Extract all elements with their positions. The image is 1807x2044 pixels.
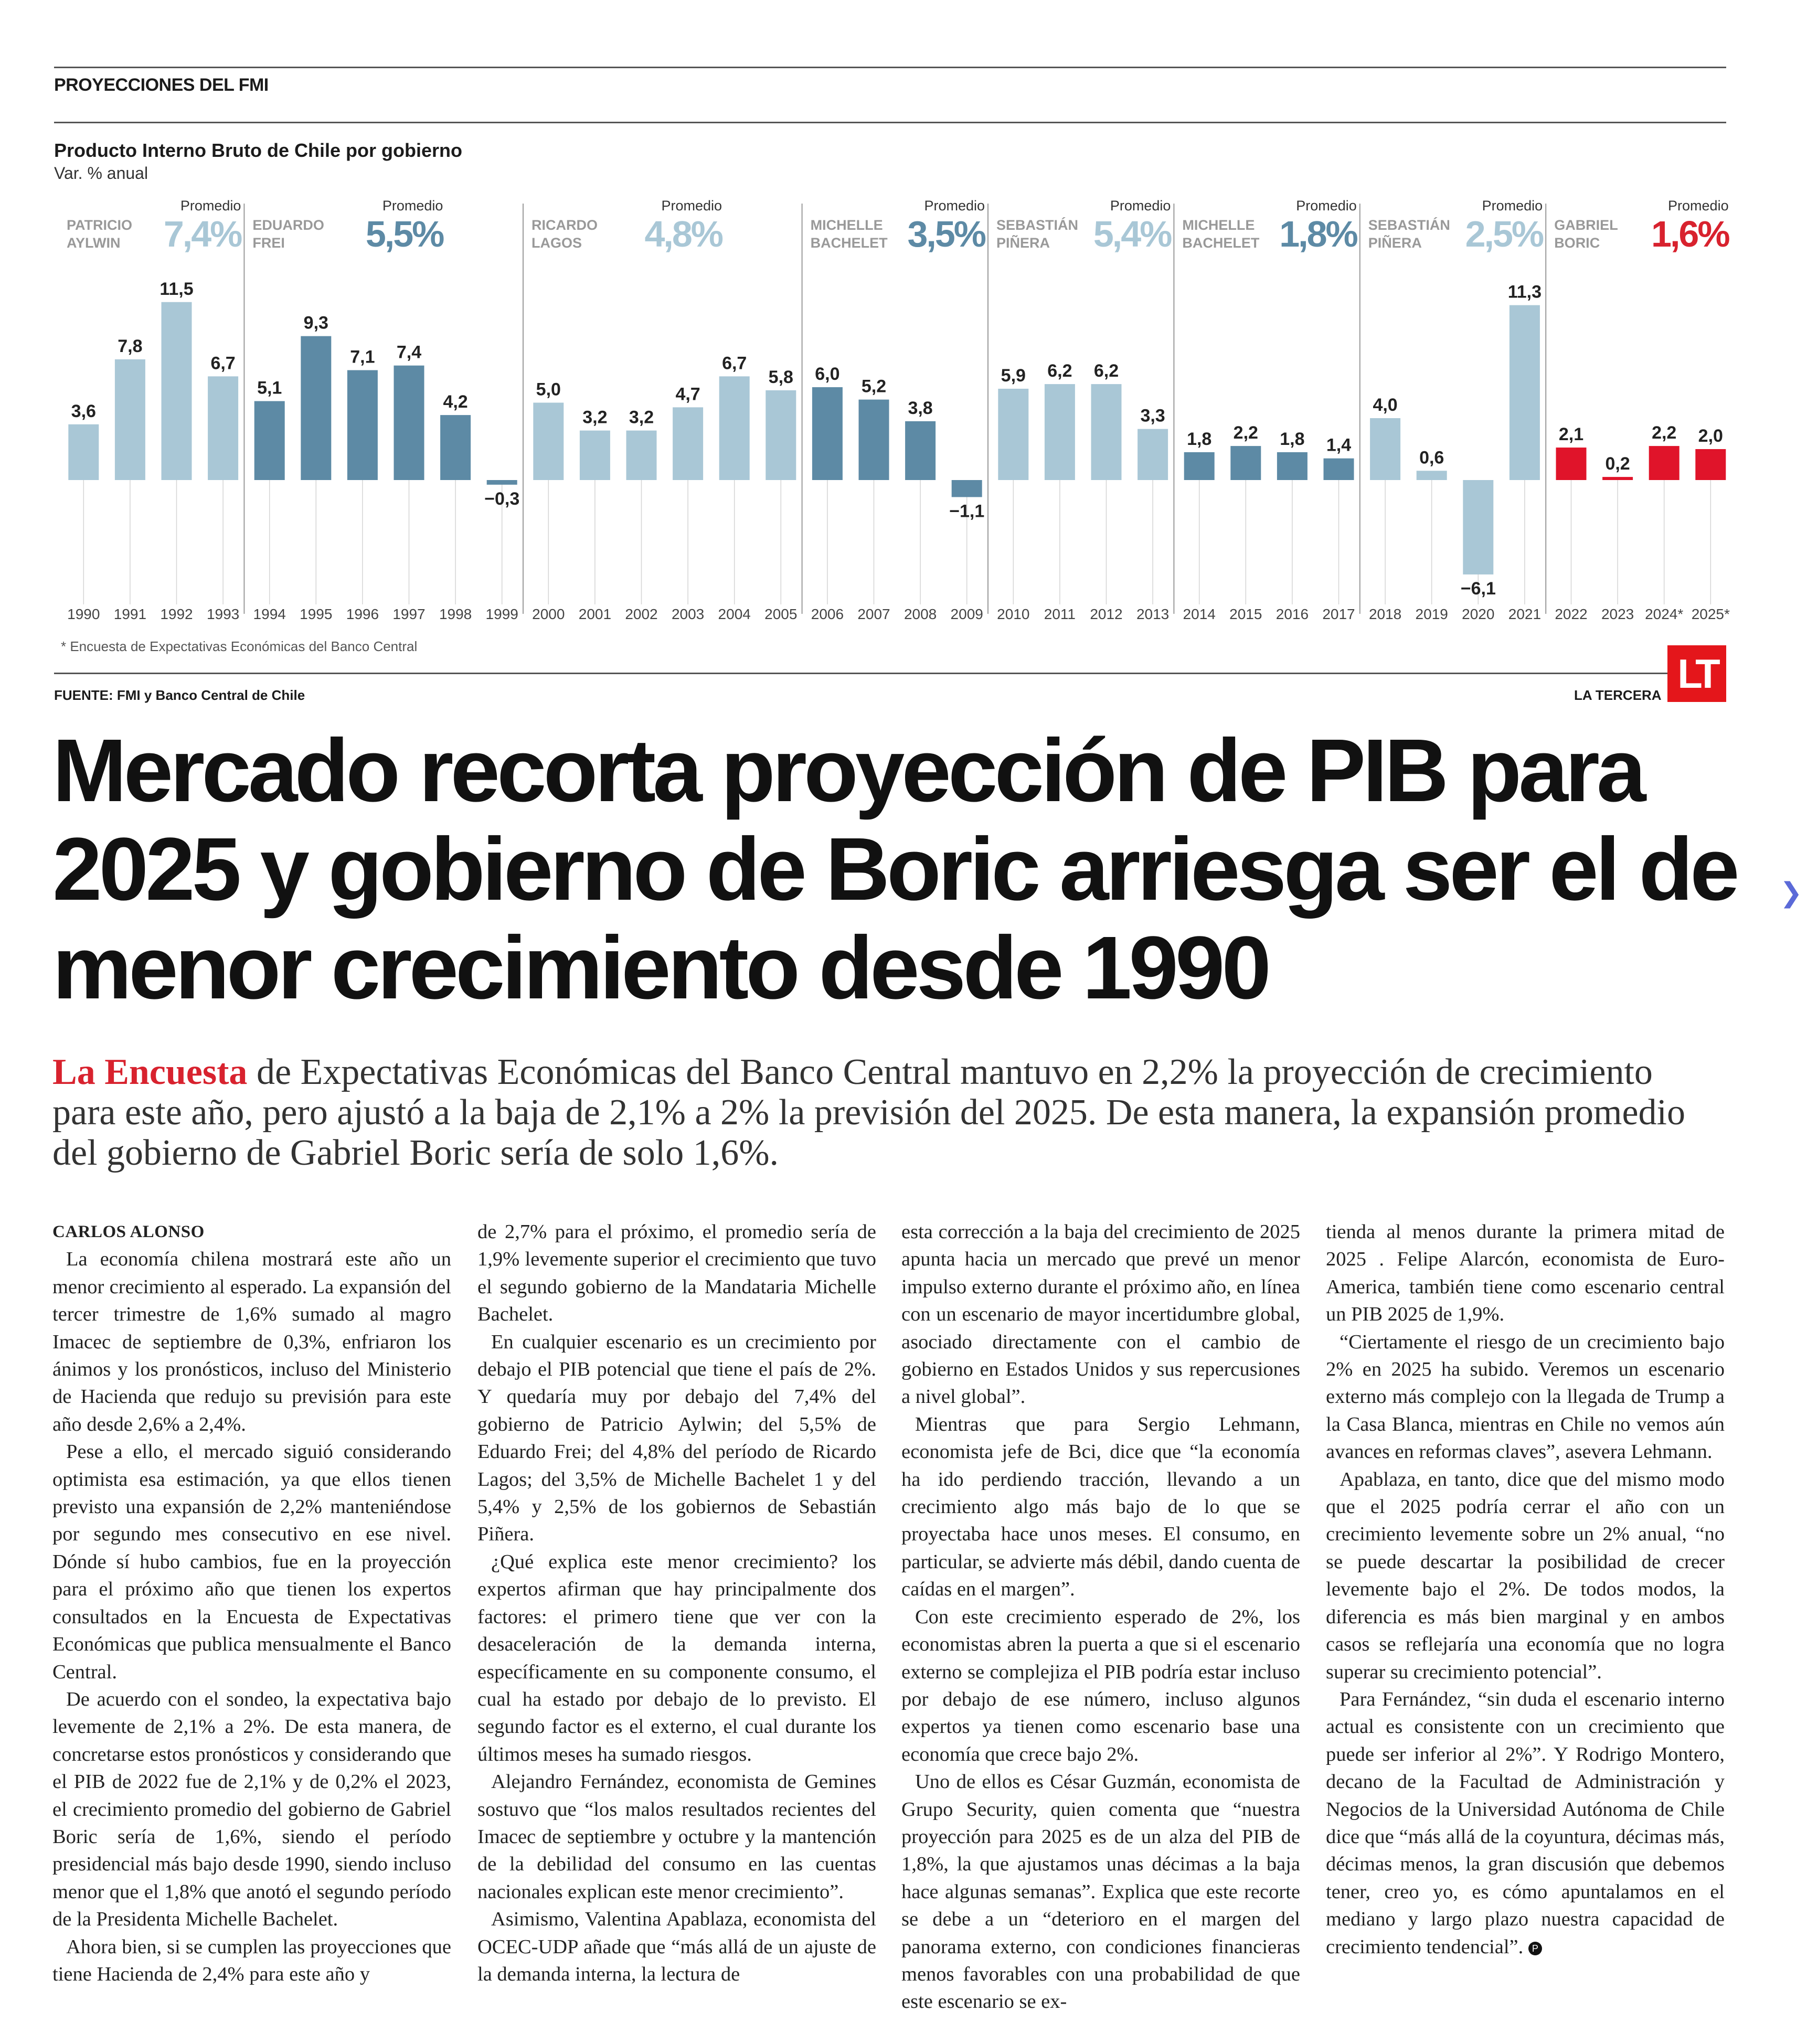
data-label: 4,0 bbox=[1373, 395, 1398, 415]
government-average: 4,8% bbox=[644, 214, 722, 254]
data-label: 6,0 bbox=[815, 364, 840, 384]
bar-1991 bbox=[115, 359, 145, 480]
lead-text: de Expectativas Económicas del Banco Central mantuvo en 2,2% la proyección de crecimiento para este año, pero ajustó a la baja de 2,1% a 2% la previsión del 2025. De esta manera, la expansión promedio del gobierno de Gabriel Boric sería de solo 1,6%. bbox=[52, 1052, 1685, 1173]
government-name: PIÑERA bbox=[996, 235, 1050, 251]
year-tick-label: 1991 bbox=[113, 606, 147, 622]
year-tick-label: 1992 bbox=[160, 606, 193, 622]
government-average: 5,4% bbox=[1093, 214, 1171, 254]
bar-1995 bbox=[301, 336, 331, 480]
year-tick-label: 2024* bbox=[1645, 606, 1684, 622]
chart-subtitle: Var. % anual bbox=[54, 164, 148, 183]
chart-title: Producto Interno Bruto de Chile por gobierno bbox=[54, 140, 462, 161]
bar-2014 bbox=[1184, 452, 1215, 480]
data-label: 11,3 bbox=[1507, 282, 1542, 302]
data-label: 11,5 bbox=[160, 279, 194, 299]
bar-2000 bbox=[533, 403, 564, 481]
year-tick-label: 2013 bbox=[1136, 606, 1170, 622]
data-label: 5,2 bbox=[861, 376, 887, 397]
data-label: 0,6 bbox=[1419, 448, 1444, 468]
government-name: BACHELET bbox=[810, 235, 888, 251]
average-label: Promedio bbox=[1482, 198, 1543, 214]
article-paragraph: Uno de ellos es César Guzmán, economista de Grupo Security, quien comenta que “nuestra proyección para 2025 es de un alza del PIB de 1,8%, la que ajustamos unas décimas a la baja hace algunas semanas”. Explica que este recorte se debe a un “deterioro en el margen del panorama externo, con condiciones financieras menos favorables con una probabilidad de que este escenario se ex- bbox=[901, 1771, 1300, 2013]
data-label: 5,0 bbox=[536, 379, 561, 400]
data-label: 6,2 bbox=[1047, 361, 1072, 381]
chart-source: FUENTE: FMI y Banco Central de Chile bbox=[54, 687, 305, 703]
government-name: MICHELLE bbox=[1182, 217, 1255, 233]
average-label: Promedio bbox=[661, 198, 722, 214]
bar-2022 bbox=[1556, 448, 1587, 480]
end-mark-icon: P bbox=[1528, 1942, 1542, 1955]
article-paragraph: En cualquier escenario es un crecimiento por debajo el PIB potencial que tiene el país de 2%. Y quedaría muy por debajo del 7,4% del gobierno de Patricio Aylwin; del 5,5% de Eduardo Frei; del 4,8% del período de Ricardo Lagos; del 3,5% de Michelle Bachelet 1 y del 5,4% y 2,5% de los gobiernos de Sebastián Piñera. bbox=[477, 1330, 876, 1546]
year-tick-label: 1993 bbox=[206, 606, 240, 622]
government-name: EDUARDO bbox=[252, 217, 324, 233]
data-label: 5,9 bbox=[1001, 365, 1026, 386]
bar-2011 bbox=[1045, 384, 1075, 480]
government-name: MICHELLE bbox=[810, 217, 883, 233]
year-tick-label: 1994 bbox=[253, 606, 286, 622]
article-column-4 bbox=[1326, 1218, 1725, 1961]
bar-2007 bbox=[859, 400, 889, 480]
chart-bottom-rule bbox=[54, 673, 1675, 674]
average-label: Promedio bbox=[382, 198, 443, 214]
average-label: Promedio bbox=[180, 198, 241, 214]
headline: Mercado recorta proyección de PIB para 2025 y gobierno de Boric arriesga ser el de menor crecimiento desde 1990 bbox=[52, 721, 1737, 1018]
year-tick-label: 1998 bbox=[439, 606, 472, 622]
data-label: 6,7 bbox=[210, 353, 236, 374]
government-name: BACHELET bbox=[1182, 235, 1260, 251]
data-label: 7,1 bbox=[350, 347, 375, 367]
bar-2010 bbox=[998, 389, 1028, 480]
data-label: 9,3 bbox=[303, 313, 328, 333]
data-label: 3,8 bbox=[908, 398, 933, 418]
article-paragraph: de 2,7% para el próximo, el promedio sería de 1,9% levemente superior el crecimiento que tuvo el segundo gobierno de la Mandataria Michelle Bachelet. bbox=[477, 1221, 876, 1326]
government-average: 1,6% bbox=[1651, 214, 1729, 254]
year-tick-label: 2022 bbox=[1555, 606, 1588, 622]
year-tick-label: 2016 bbox=[1275, 606, 1309, 622]
bar-1998 bbox=[440, 415, 471, 480]
average-label: Promedio bbox=[1296, 198, 1357, 214]
lead-paragraph bbox=[52, 1052, 1705, 1173]
year-tick-label: 2019 bbox=[1415, 606, 1448, 622]
bar-2016 bbox=[1277, 452, 1308, 480]
data-label: 7,8 bbox=[118, 336, 143, 356]
government-average: 2,5% bbox=[1465, 214, 1543, 254]
section-rule bbox=[54, 122, 1726, 123]
data-label: −6,1 bbox=[1460, 578, 1496, 599]
article-paragraph: esta corrección a la baja del crecimiento de 2025 apunta hacia un mercado que prevé un menor impulso externo durante el próximo año, en línea con un escenario de mayor incertidumbre global, asociado directamente con el cambio de gobierno en Estados Unidos y sus repercusiones a nivel global”. bbox=[901, 1221, 1300, 1408]
year-tick-label: 2000 bbox=[532, 606, 565, 622]
bar-2002 bbox=[626, 431, 657, 480]
year-tick-label: 2015 bbox=[1229, 606, 1262, 622]
chart-footnote: * Encuesta de Expectativas Económicas del Banco Central bbox=[61, 638, 418, 654]
bar-1992 bbox=[162, 302, 192, 480]
year-tick-label: 2004 bbox=[718, 606, 751, 622]
bar-2015 bbox=[1230, 446, 1261, 480]
government-name: SEBASTIÁN bbox=[1368, 217, 1450, 233]
government-average: 7,4% bbox=[163, 214, 241, 254]
year-tick-label: 2017 bbox=[1322, 606, 1355, 622]
bar-2004 bbox=[719, 376, 750, 480]
data-label: −1,1 bbox=[949, 501, 985, 521]
data-label: 2,1 bbox=[1558, 424, 1584, 445]
government-name: BORIC bbox=[1554, 235, 1600, 251]
year-tick-label: 2007 bbox=[857, 606, 890, 622]
article-paragraph bbox=[1326, 1686, 1725, 1961]
government-name: AYLWIN bbox=[67, 235, 121, 251]
year-tick-label: 1999 bbox=[485, 606, 518, 622]
year-tick-label: 2014 bbox=[1183, 606, 1216, 622]
data-label: 3,6 bbox=[71, 401, 96, 421]
government-name: SEBASTIÁN bbox=[996, 217, 1079, 233]
government-name: FREI bbox=[252, 235, 285, 251]
data-label: 2,2 bbox=[1233, 423, 1258, 443]
bar-1993 bbox=[208, 376, 238, 480]
article-column-1 bbox=[52, 1218, 451, 1988]
data-label: 2,2 bbox=[1652, 423, 1677, 443]
article-paragraph: ¿Qué explica este menor crecimiento? los expertos afirman que hay principalmente dos factores: el primero tiene que ver con la desaceleración de la demanda interna, específicamente en su componente consumo, el cual ha estado por debajo de lo previsto. El segundo factor es el externo, el cual durante los últimos meses ha sumado riesgos. bbox=[477, 1550, 876, 1765]
year-tick-label: 2011 bbox=[1044, 606, 1076, 622]
government-name: LAGOS bbox=[532, 235, 582, 251]
year-tick-label: 1997 bbox=[392, 606, 426, 622]
year-tick-label: 2002 bbox=[625, 606, 658, 622]
government-name: PIÑERA bbox=[1368, 235, 1422, 251]
year-tick-label: 2018 bbox=[1368, 606, 1402, 622]
bar-2018 bbox=[1370, 418, 1400, 480]
bar-1994 bbox=[254, 401, 285, 480]
year-tick-label: 2005 bbox=[764, 606, 798, 622]
year-tick-label: 1995 bbox=[300, 606, 333, 622]
year-tick-label: 2006 bbox=[811, 606, 844, 622]
data-label: 3,2 bbox=[582, 407, 608, 428]
year-tick-label: 2012 bbox=[1090, 606, 1123, 622]
data-label: 4,7 bbox=[675, 384, 700, 404]
la-tercera-logo: LT bbox=[1667, 645, 1726, 702]
data-label: 3,2 bbox=[629, 407, 654, 428]
government-name: GABRIEL bbox=[1554, 217, 1618, 233]
article-paragraph: Apablaza, en tanto, dice que del mismo modo que el 2025 podría cerrar el año con un crecimiento levemente sobre un 2% anual, “no se puede descartar la posibilidad de crecer levemente bajo el 2%. De todos modos, la diferencia es más bien marginal y en ambos casos se reflejaría una economía que no logra superar su crecimiento potencial”. bbox=[1326, 1468, 1725, 1683]
byline: CARLOS ALONSO bbox=[52, 1222, 205, 1241]
year-tick-label: 2009 bbox=[950, 606, 983, 622]
bar-2009 bbox=[952, 480, 982, 497]
article-paragraph: De acuerdo con el sondeo, la expectativa bajo levemente de 2,1% a 2%. De esta manera, de concretarse estos pronósticos y considerando que el PIB de 2022 fue de 2,1% y de 0,2% el 2023, el crecimiento promedio del gobierno de Gabriel Boric sería de 1,6%, siendo el período presidencial más bajo desde 1990, siendo incluso menor que el 1,8% que anotó el segundo período de la Presidenta Michelle Bachelet. bbox=[52, 1688, 451, 1931]
data-label: 1,8 bbox=[1280, 429, 1305, 449]
article-paragraph: Mientras que para Sergio Lehmann, economista jefe de Bci, dice que “la economía ha ido perdiendo tracción, llevando a un crecimiento algo más bajo de lo que se proyectaba hace unos meses. El consumo, en particular, se advierte más débil, dando cuenta de caídas en el margen”. bbox=[901, 1413, 1300, 1601]
section-label: PROYECCIONES DEL FMI bbox=[54, 75, 269, 95]
bar-2008 bbox=[905, 421, 936, 480]
year-tick-label: 2025* bbox=[1691, 606, 1730, 622]
year-tick-label: 2020 bbox=[1462, 606, 1495, 622]
top-rule bbox=[54, 67, 1726, 68]
bar-1990 bbox=[68, 424, 99, 480]
article-paragraph: Asimismo, Valentina Apablaza, economista del OCEC-UDP añade que “más allá de un ajuste de la demanda interna, la lectura de bbox=[477, 1908, 876, 1985]
lead-kicker: La Encuesta bbox=[52, 1052, 248, 1092]
article-paragraph: Con este crecimiento esperado de 2%, los economistas abren la puerta a que si el escenario externo se complejiza el PIB podría estar incluso por debajo de ese número, incluso algunos expertos ya tienen como escenario base una economía que crece bajo 2%. bbox=[901, 1605, 1300, 1765]
bar-1997 bbox=[394, 366, 424, 480]
bar-2024 bbox=[1649, 446, 1680, 480]
government-name: RICARDO bbox=[532, 217, 598, 233]
last-paragraph-text: Para Fernández, “sin duda el escenario interno actual es consistente con un crecimiento que puede ser inferior al 2%”. Y Rodrigo Montero, decano de la Facultad de Administración y Negocios de la Universidad Autónoma de Chile dice que “más allá de la coyuntura, décimas más, décimas menos, la gran discusión que debemos tener, creo yo, es cómo apuntalamos en el mediano y largo plazo nuestra capacidad de crecimiento tendencial”. bbox=[1326, 1688, 1725, 1958]
government-average: 1,8% bbox=[1279, 214, 1357, 254]
article-paragraph: Ahora bien, si se cumplen las proyecciones que tiene Hacienda de 2,4% para este año y bbox=[52, 1935, 451, 1985]
article-column-2 bbox=[477, 1218, 876, 1988]
year-tick-label: 2008 bbox=[903, 606, 937, 622]
data-label: 6,7 bbox=[722, 353, 747, 374]
government-average: 3,5% bbox=[907, 214, 985, 254]
year-tick-label: 2010 bbox=[997, 606, 1030, 622]
article-paragraph: Alejandro Fernández, economista de Gemines sostuvo que “los malos resultados recientes del Imacec de septiembre y octubre y la mantención de la debilidad del consumo en las cuentas nacionales explican este menor crecimiento”. bbox=[477, 1771, 876, 1903]
year-tick-label: 2023 bbox=[1601, 606, 1634, 622]
average-label: Promedio bbox=[924, 198, 985, 214]
data-label: 5,1 bbox=[257, 378, 282, 398]
bar-2006 bbox=[812, 387, 843, 480]
article-paragraph: Pese a ello, el mercado siguió considerando optimista esa estimación, ya que ellos tienen previsto una expansión de 2,2% manteniéndose por segundo mes consecutivo en ese nivel. Dónde sí hubo cambios, fue en la proyección para el próximo año que tienen los expertos consultados en la Encuesta de Expectativas Económicas que publica mensualmente el Banco Central. bbox=[52, 1441, 451, 1683]
data-label: 6,2 bbox=[1093, 361, 1119, 381]
bar-2001 bbox=[580, 431, 610, 480]
data-label: 5,8 bbox=[768, 367, 793, 387]
bar-2005 bbox=[766, 390, 796, 480]
average-label: Promedio bbox=[1110, 198, 1171, 214]
data-label: 4,2 bbox=[443, 392, 468, 412]
average-label: Promedio bbox=[1668, 198, 1729, 214]
year-tick-label: 2001 bbox=[578, 606, 612, 622]
bar-1996 bbox=[347, 370, 378, 480]
year-tick-label: 2003 bbox=[671, 606, 705, 622]
year-tick-label: 1990 bbox=[67, 606, 100, 622]
bar-1999 bbox=[487, 480, 517, 485]
government-name: PATRICIO bbox=[67, 217, 132, 233]
data-label: 3,3 bbox=[1140, 406, 1165, 426]
bar-2021 bbox=[1510, 305, 1540, 480]
bar-2017 bbox=[1324, 459, 1354, 480]
bar-2003 bbox=[673, 407, 703, 480]
year-tick-label: 1996 bbox=[346, 606, 379, 622]
year-tick-label: 2021 bbox=[1508, 606, 1542, 622]
government-average: 5,5% bbox=[365, 214, 443, 254]
article-paragraph: tienda al menos durante la primera mitad de 2025 . Felipe Alarcón, economista de Euro-America, también tiene como escenario central un PIB 2025 de 1,9%. bbox=[1326, 1221, 1725, 1326]
article-column-3 bbox=[901, 1218, 1300, 2016]
article-paragraph: “Ciertamente el riesgo de un crecimiento bajo 2% en 2025 ha subido. Veremos un escenario externo más complejo con la llegada de Trump a la Casa Blanca, mientras en Chile no vemos aún avances en reformas claves”, asevera Lehmann. bbox=[1326, 1330, 1725, 1463]
chevron-right-icon[interactable]: ❯ bbox=[1780, 878, 1803, 908]
paper-name: LA TERCERA bbox=[1574, 687, 1662, 703]
bar-2025 bbox=[1695, 449, 1726, 480]
data-label: 2,0 bbox=[1698, 426, 1723, 446]
data-label: 7,4 bbox=[396, 342, 422, 363]
data-label: 1,8 bbox=[1187, 429, 1212, 449]
bar-2023 bbox=[1602, 477, 1633, 480]
bar-2013 bbox=[1138, 429, 1168, 480]
bar-2019 bbox=[1417, 471, 1447, 480]
article-paragraph: La economía chilena mostrará este año un menor crecimiento al esperado. La expansión del tercer trimestre de 1,6% sumado al magro Imacec de septiembre de 0,3%, enfriaron los ánimos y los pronósticos, incluso del Ministerio de Hacienda que redujo su previsión para este año desde 2,6% a 2,4%. bbox=[52, 1248, 451, 1435]
data-label: 1,4 bbox=[1326, 435, 1352, 455]
data-label: 0,2 bbox=[1605, 454, 1630, 474]
data-label: −0,3 bbox=[484, 488, 520, 509]
gdp-bar-chart bbox=[0, 194, 1731, 630]
bar-2020 bbox=[1463, 480, 1493, 574]
bar-2012 bbox=[1091, 384, 1122, 480]
